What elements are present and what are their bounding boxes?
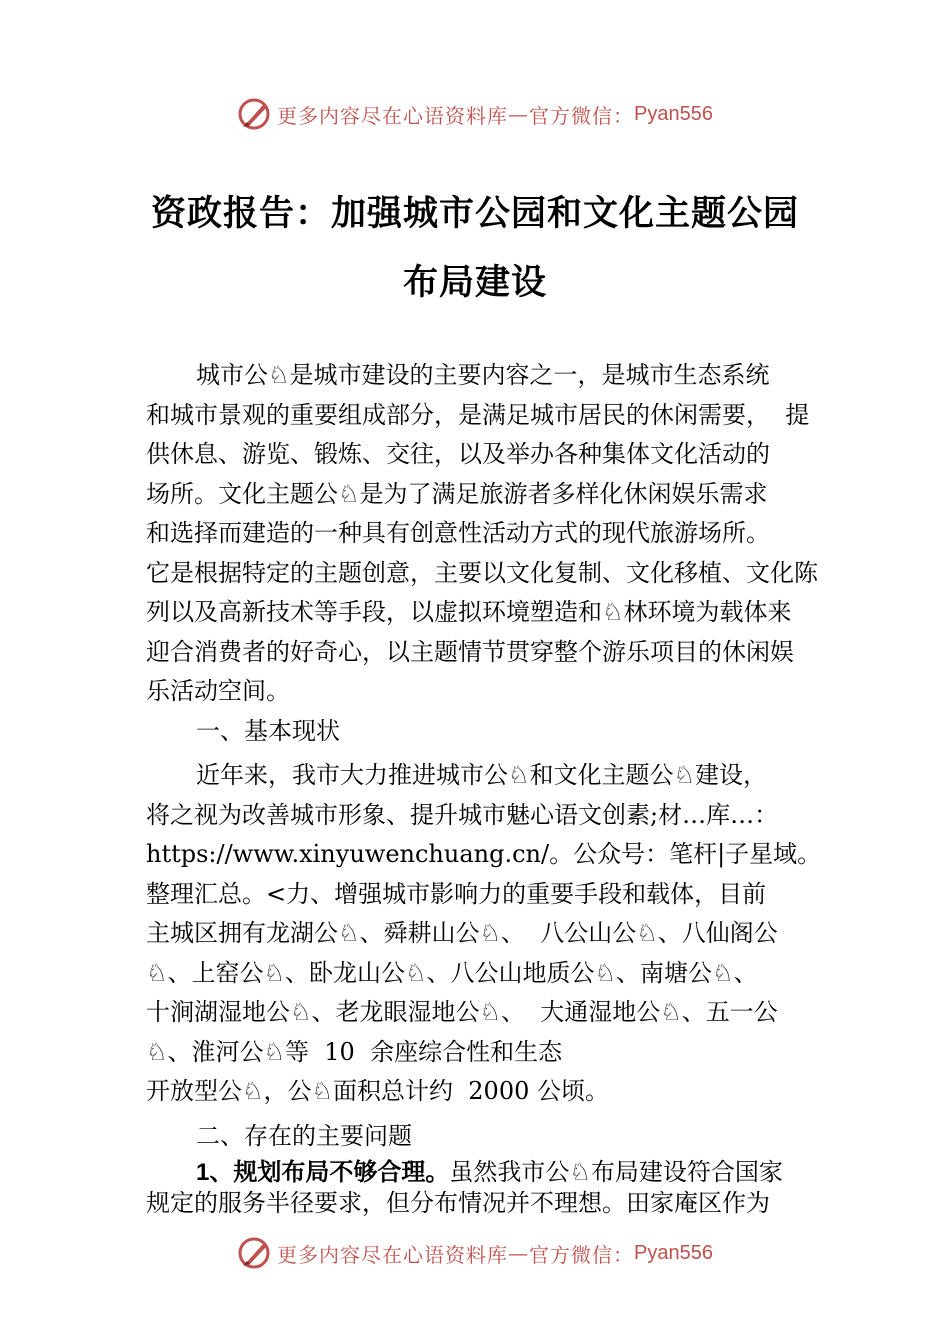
subsection-heading: 1、规划布局不够合理。 xyxy=(196,1159,450,1186)
paragraph-line: 近年来，我市大力推进城市公♘和文化主题公♘建设， xyxy=(196,761,768,789)
paragraph-line: 列以及高新技术等手段，以虚拟环境塑造和♘林环境为载体来 xyxy=(146,598,792,626)
paragraph-line xyxy=(196,1157,783,1188)
watermark-site-text: 更多内容尽在心语资料库 xyxy=(277,103,509,128)
watermark-site-text: 更多内容尽在心语资料库 xyxy=(277,1242,509,1267)
paragraph-line: 主城区拥有龙湖公♘、舜耕山公♘、 八公山公♘、八仙阁公 xyxy=(146,919,778,947)
paragraph-text: 虽然我市公♘布局建设符合国家 xyxy=(449,1158,783,1186)
pen-logo-icon xyxy=(237,97,271,131)
watermark-dash: — xyxy=(508,1241,530,1265)
paragraph-line: 规定的服务半径要求，但分布情况并不理想。田家庵区作为 xyxy=(146,1189,770,1217)
watermark-wechat-label: 官方微信： xyxy=(529,103,635,128)
paragraph-line: 和城市景观的重要组成部分，是满足城市居民的休闲需要， 提 xyxy=(146,401,810,429)
section-heading-2: 二、存在的主要问题 xyxy=(196,1122,412,1150)
watermark-dash: — xyxy=(508,102,530,126)
watermark-wechat-label: 官方微信： xyxy=(529,1242,635,1267)
paragraph-line: 场所。文化主题公♘是为了满足旅游者多样化休闲娱乐需求 xyxy=(146,480,768,508)
section-heading-1: 一、基本现状 xyxy=(196,717,340,745)
paragraph-line: 迎合消费者的好奇心，以主题情节贯穿整个游乐项目的休闲娱 xyxy=(146,638,794,666)
header-watermark xyxy=(0,94,950,134)
paragraph-line: ♘、上窑公♘、卧龙山公♘、八公山地质公♘、南塘公♘、 xyxy=(146,959,758,987)
paragraph-line: 开放型公♘，公♘面积总计约 2000 公顷。 xyxy=(146,1077,609,1105)
paragraph-line: 城市公♘是城市建设的主要内容之一，是城市生态系统 xyxy=(196,361,770,389)
paragraph-line: 供休息、游览、锻炼、交往，以及举办各种集体文化活动的 xyxy=(146,440,770,468)
watermark-wechat-id: Pyan556 xyxy=(634,1241,713,1264)
paragraph-line: 十涧湖湿地公♘、老龙眼湿地公♘、 大通湿地公♘、五一公 xyxy=(146,998,778,1026)
paragraph-line: ♘、淮河公♘等 10 余座综合性和生态 xyxy=(146,1038,563,1066)
paragraph-line: 将之视为改善城市形象、提升城市魅心语文创素;材…库…： xyxy=(146,801,779,829)
paragraph-line: 乐活动空间。 xyxy=(146,677,290,705)
document-title-line1: 资政报告：加强城市公园和文化主题公园 xyxy=(150,193,799,234)
paragraph-line: 它是根据特定的主题创意，主要以文化复制、文化移植、文化陈 xyxy=(146,559,818,587)
paragraph-line: 和选择而建造的一种具有创意性活动方式的现代旅游场所。 xyxy=(146,519,770,547)
document-title-line2: 布局建设 xyxy=(402,262,547,303)
watermark-wechat-id: Pyan556 xyxy=(634,102,713,125)
pen-logo-icon xyxy=(237,1236,271,1270)
footer-watermark xyxy=(0,1233,950,1273)
paragraph-line: https://www.xinyuwenchuang.cn/。公众号：笔杆|子星域。 xyxy=(146,840,822,868)
paragraph-line: 整理汇总。<力、增强城市影响力的重要手段和载体，目前 xyxy=(146,880,767,908)
